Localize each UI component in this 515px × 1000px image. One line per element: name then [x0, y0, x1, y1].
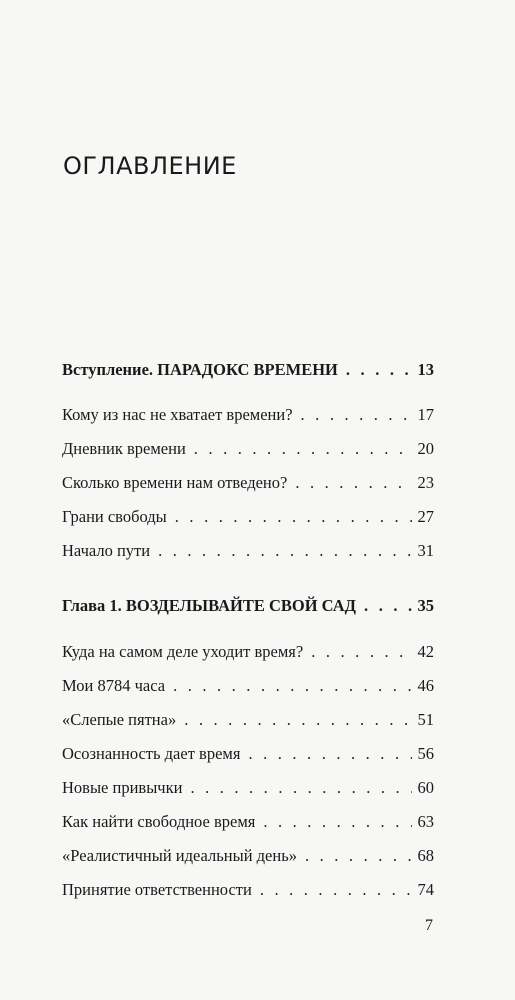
dot-leader	[173, 676, 412, 696]
dot-leader	[364, 596, 412, 616]
toc-page-number: 13	[417, 360, 434, 379]
toc-page-number: 74	[417, 880, 434, 899]
toc-heading-introduction[interactable]	[62, 360, 434, 380]
toc-heading-title: Глава 1. ВОЗДЕЛЫВАЙТЕ СВОЙ САД	[62, 596, 357, 615]
toc-page-number: 51	[417, 710, 434, 729]
toc-entry-title: «Слепые пятна»	[62, 710, 177, 729]
toc-entry[interactable]	[62, 778, 434, 798]
toc-heading-title: Вступление. ПАРАДОКС ВРЕМЕНИ	[62, 360, 338, 379]
toc-entry[interactable]	[62, 507, 434, 527]
toc-page-number: 35	[417, 596, 434, 615]
page-number-folio: 7	[425, 917, 433, 934]
toc-page-number: 46	[417, 676, 434, 695]
toc-page-number: 68	[417, 846, 434, 865]
dot-leader	[158, 541, 412, 561]
toc-entry-title: Дневник времени	[62, 439, 186, 458]
toc-entry[interactable]	[62, 642, 434, 662]
page-title: ОГЛАВЛЕНИЕ	[63, 152, 237, 180]
toc-page-number: 42	[417, 642, 434, 661]
toc-page-number: 63	[417, 812, 434, 831]
toc-entry[interactable]	[62, 405, 434, 425]
toc-page-number: 17	[417, 405, 434, 424]
dot-leader	[311, 642, 412, 662]
toc-entry-title: Новые привычки	[62, 778, 183, 797]
toc-entry-title: Кому из нас не хватает времени?	[62, 405, 293, 424]
toc-entry-title: Начало пути	[62, 541, 151, 560]
toc-page-number: 56	[417, 744, 434, 763]
dot-leader	[263, 812, 412, 832]
toc-page-number: 23	[417, 473, 434, 492]
toc-entry-title: Осознанность дает время	[62, 744, 241, 763]
toc-entry-title: «Реалистичный идеальный день»	[62, 846, 297, 865]
toc-page-number: 20	[417, 439, 434, 458]
toc-page-number: 31	[417, 541, 434, 560]
toc-entry[interactable]	[62, 846, 434, 866]
toc-entry-title: Сколько времени нам отведено?	[62, 473, 288, 492]
toc-entry[interactable]	[62, 676, 434, 696]
toc-page-number: 27	[417, 507, 434, 526]
toc-entry[interactable]	[62, 541, 434, 561]
dot-leader	[194, 439, 412, 459]
toc-entry-title: Грани свободы	[62, 507, 167, 526]
toc-entry[interactable]	[62, 880, 434, 900]
toc-entry-title: Как найти свободное время	[62, 812, 256, 831]
dot-leader	[295, 473, 412, 493]
toc-entry[interactable]	[62, 812, 434, 832]
toc-entry-title: Принятие ответственности	[62, 880, 252, 899]
dot-leader	[260, 880, 412, 900]
toc-entry[interactable]	[62, 473, 434, 493]
dot-leader	[190, 778, 412, 798]
dot-leader	[301, 405, 412, 425]
toc-heading-chapter-1[interactable]	[62, 596, 434, 616]
dot-leader	[346, 360, 412, 380]
toc-entry[interactable]	[62, 710, 434, 730]
dot-leader	[175, 507, 412, 527]
toc-entry-title: Мои 8784 часа	[62, 676, 166, 695]
toc-entry-title: Куда на самом деле уходит время?	[62, 642, 304, 661]
dot-leader	[184, 710, 412, 730]
dot-leader	[305, 846, 412, 866]
toc-entry[interactable]	[62, 744, 434, 764]
toc-page-number: 60	[417, 778, 434, 797]
dot-leader	[248, 744, 412, 764]
toc-entry[interactable]	[62, 439, 434, 459]
